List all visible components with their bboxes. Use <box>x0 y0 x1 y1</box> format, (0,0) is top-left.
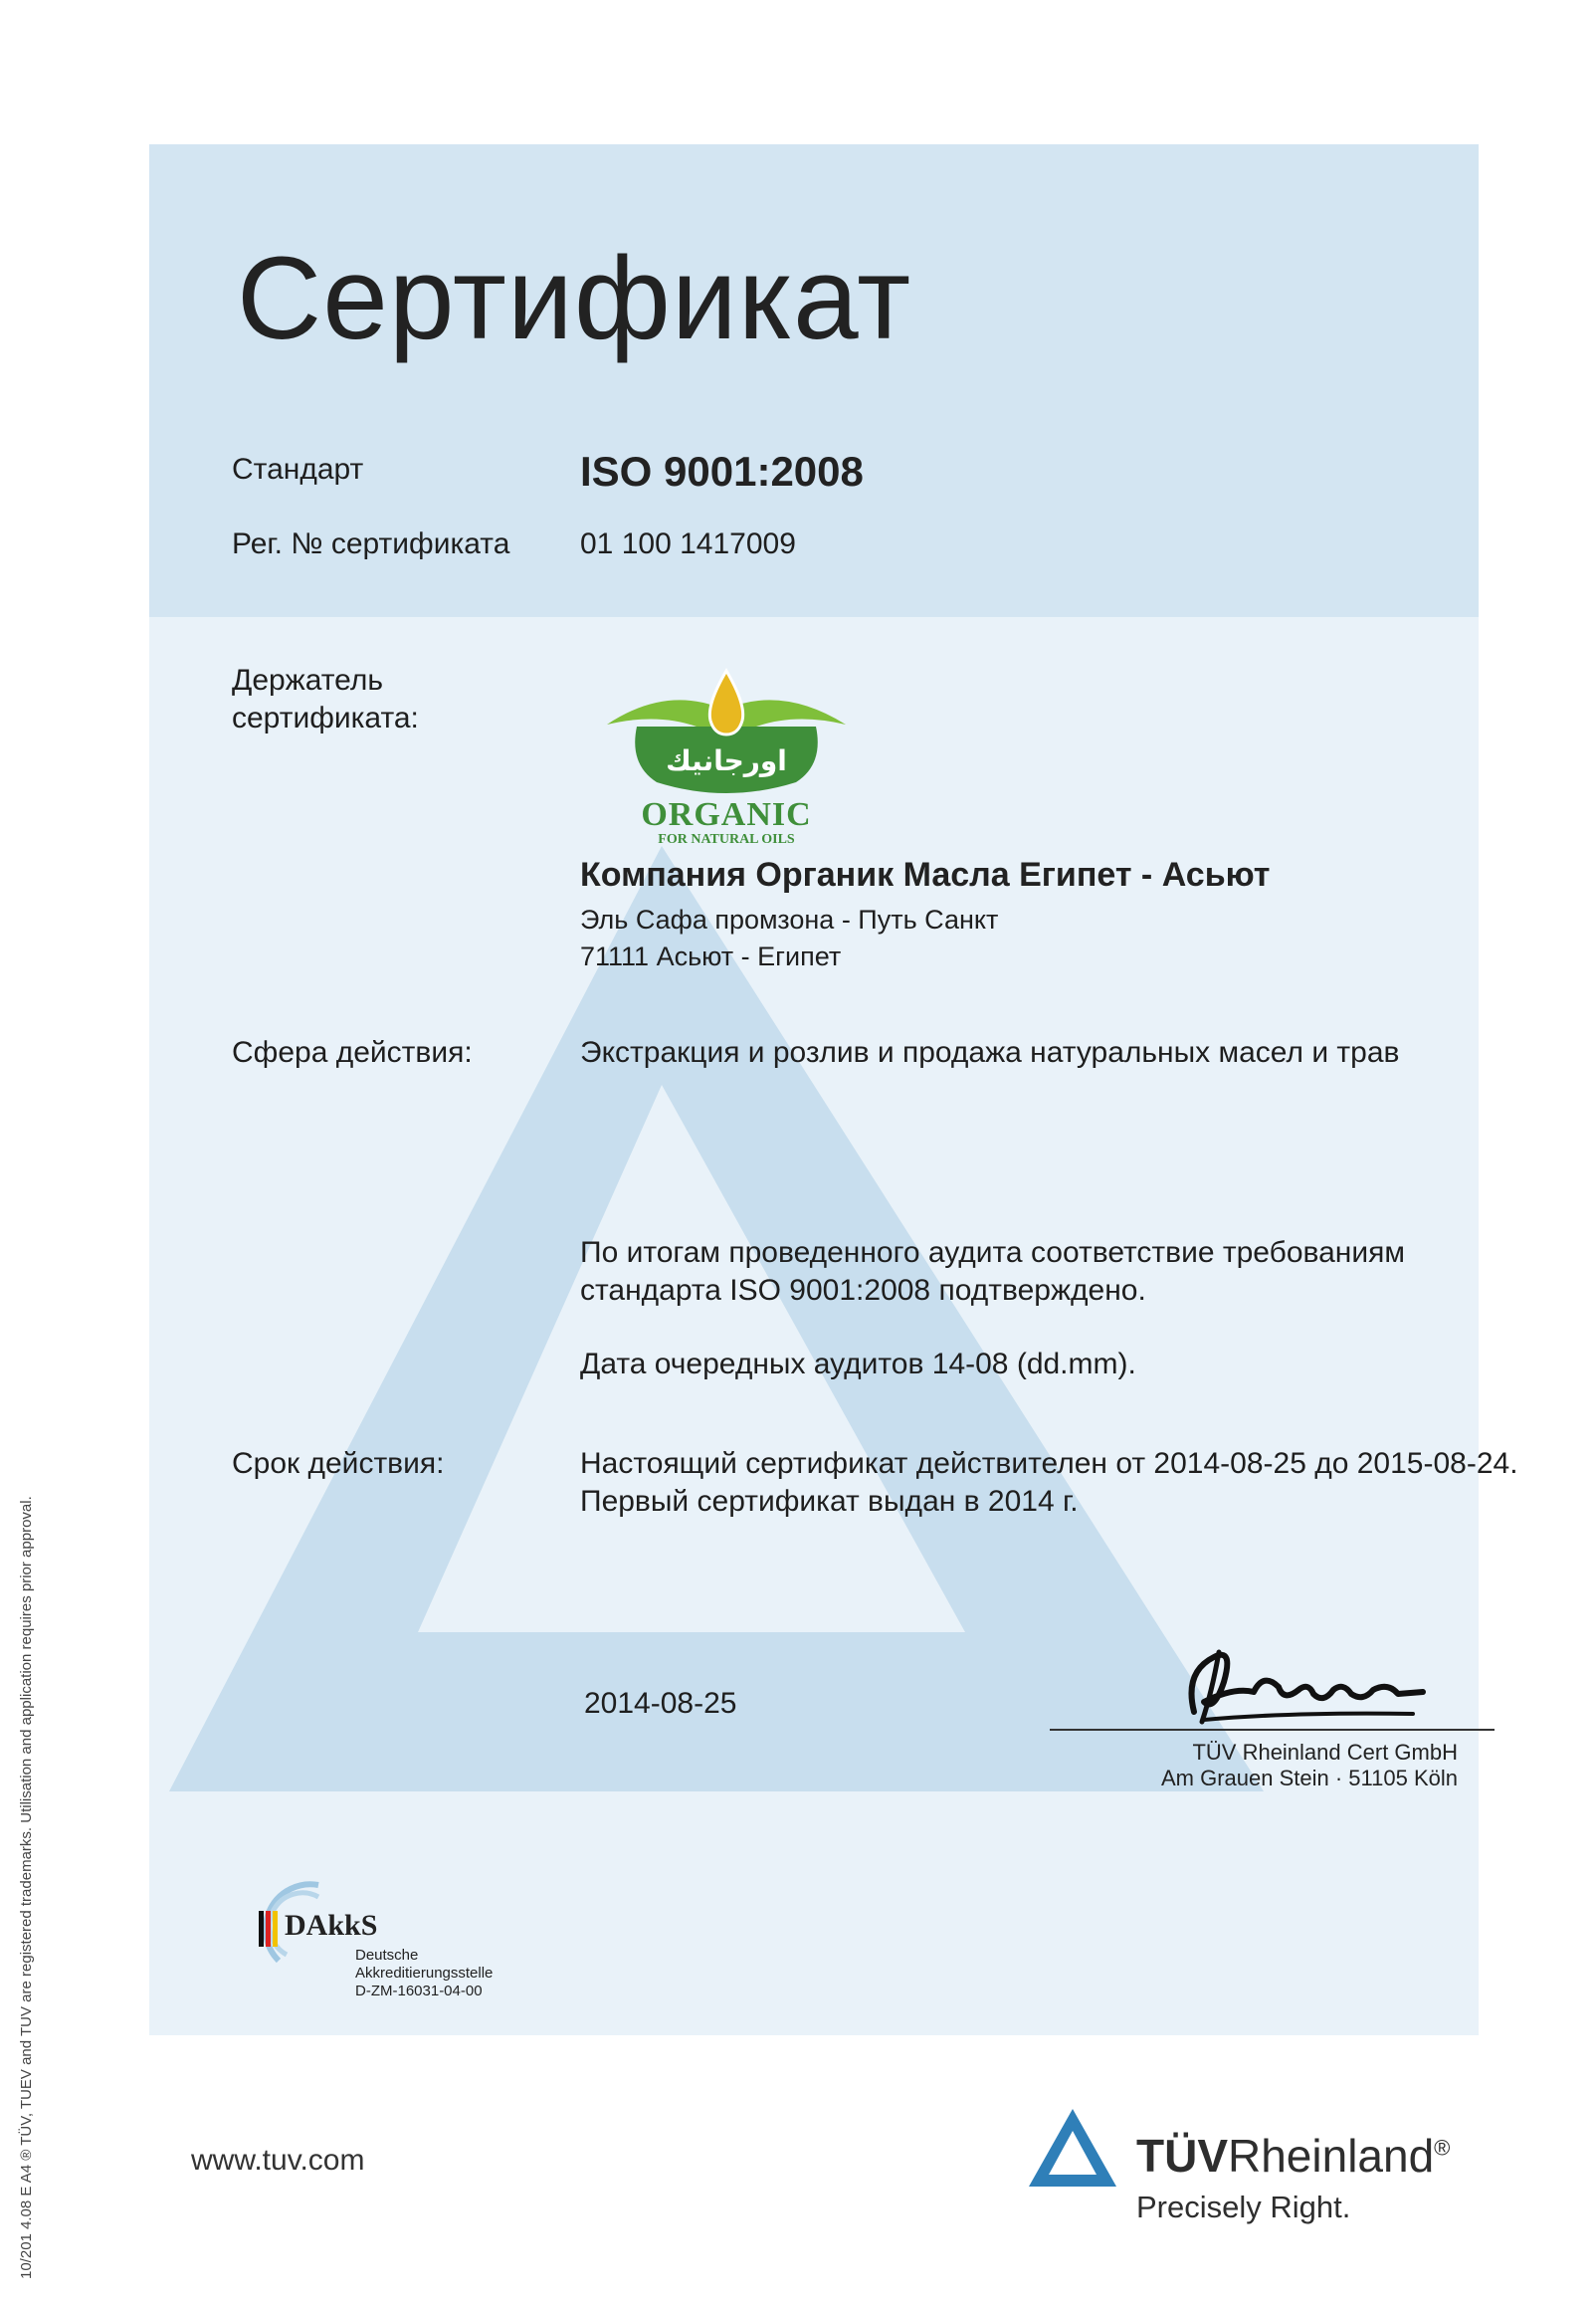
validity-line1: Настоящий сертификат действителен от 2014-08-25 до 2015-08-24. <box>580 1447 1518 1480</box>
logo-brand: ORGANIC <box>641 796 812 833</box>
address-line2: 71111 Асьют - Египет <box>580 942 842 971</box>
scope-label: Сфера действия: <box>232 1036 473 1069</box>
issuer-name: TÜV Rheinland Cert GmbH <box>1192 1740 1458 1765</box>
trademark-side-note: 10/201 4.08 E A4 ® TÜV, TUEV and TUV are registered trademarks. Utilisation and application requires prior approval. <box>18 1496 35 2279</box>
signature <box>1174 1632 1433 1732</box>
audit-dates: Дата очередных аудитов 14-08 (dd.mm). <box>580 1348 1136 1380</box>
logo-tagline: FOR NATURAL OILS <box>658 832 795 847</box>
signature-line <box>1050 1729 1495 1731</box>
dakks-logo <box>249 1871 547 2010</box>
dakks-line2: Akkreditierungsstelle <box>355 1965 494 1982</box>
issuer-address: Am Grauen Stein · 51105 Köln <box>1161 1766 1458 1790</box>
holder-label-line2: сертификата: <box>232 702 419 734</box>
logo-arabic-text: اورجانيك <box>666 744 787 777</box>
certificate-title: Сертификат <box>237 233 912 364</box>
website-link[interactable]: www.tuv.com <box>191 2144 365 2177</box>
company-name: Компания Органик Масла Египет - Асьют <box>580 856 1271 894</box>
dakks-line3: D-ZM-16031-04-00 <box>355 1983 483 1999</box>
issue-date: 2014-08-25 <box>584 1687 737 1720</box>
organic-logo <box>597 665 856 854</box>
validity-line2: Первый сертификат выдан в 2014 г. <box>580 1485 1079 1518</box>
audit-line1: По итогам проведенного аудита соответствие требованиям <box>580 1236 1405 1269</box>
tuv-brand-bold: TÜV <box>1136 2130 1228 2182</box>
validity-label: Срок действия: <box>232 1447 445 1480</box>
registered-mark: ® <box>1434 2135 1451 2161</box>
standard-label: Стандарт <box>232 453 364 486</box>
scope-value: Экстракция и розлив и продажа натуральных масел и трав <box>580 1036 1400 1069</box>
standard-value: ISO 9001:2008 <box>580 448 864 495</box>
dakks-line1: Deutsche <box>355 1947 419 1964</box>
organic-logo-emblem <box>597 665 856 804</box>
reg-number-value: 01 100 1417009 <box>580 527 796 560</box>
audit-line2: стандарта ISO 9001:2008 подтверждено. <box>580 1274 1146 1307</box>
tuv-triangle-logo <box>1025 2105 1120 2191</box>
dakks-title: DAkkS <box>285 1909 378 1942</box>
holder-label-line1: Держатель <box>232 664 384 697</box>
tuv-brand-name <box>1136 2129 1450 2183</box>
tuv-brand-regular: Rheinland <box>1228 2130 1435 2182</box>
tuv-slogan: Precisely Right. <box>1136 2190 1351 2224</box>
reg-number-label: Рег. № сертификата <box>232 527 510 560</box>
address-line1: Эль Сафа промзона - Путь Санкт <box>580 905 999 935</box>
